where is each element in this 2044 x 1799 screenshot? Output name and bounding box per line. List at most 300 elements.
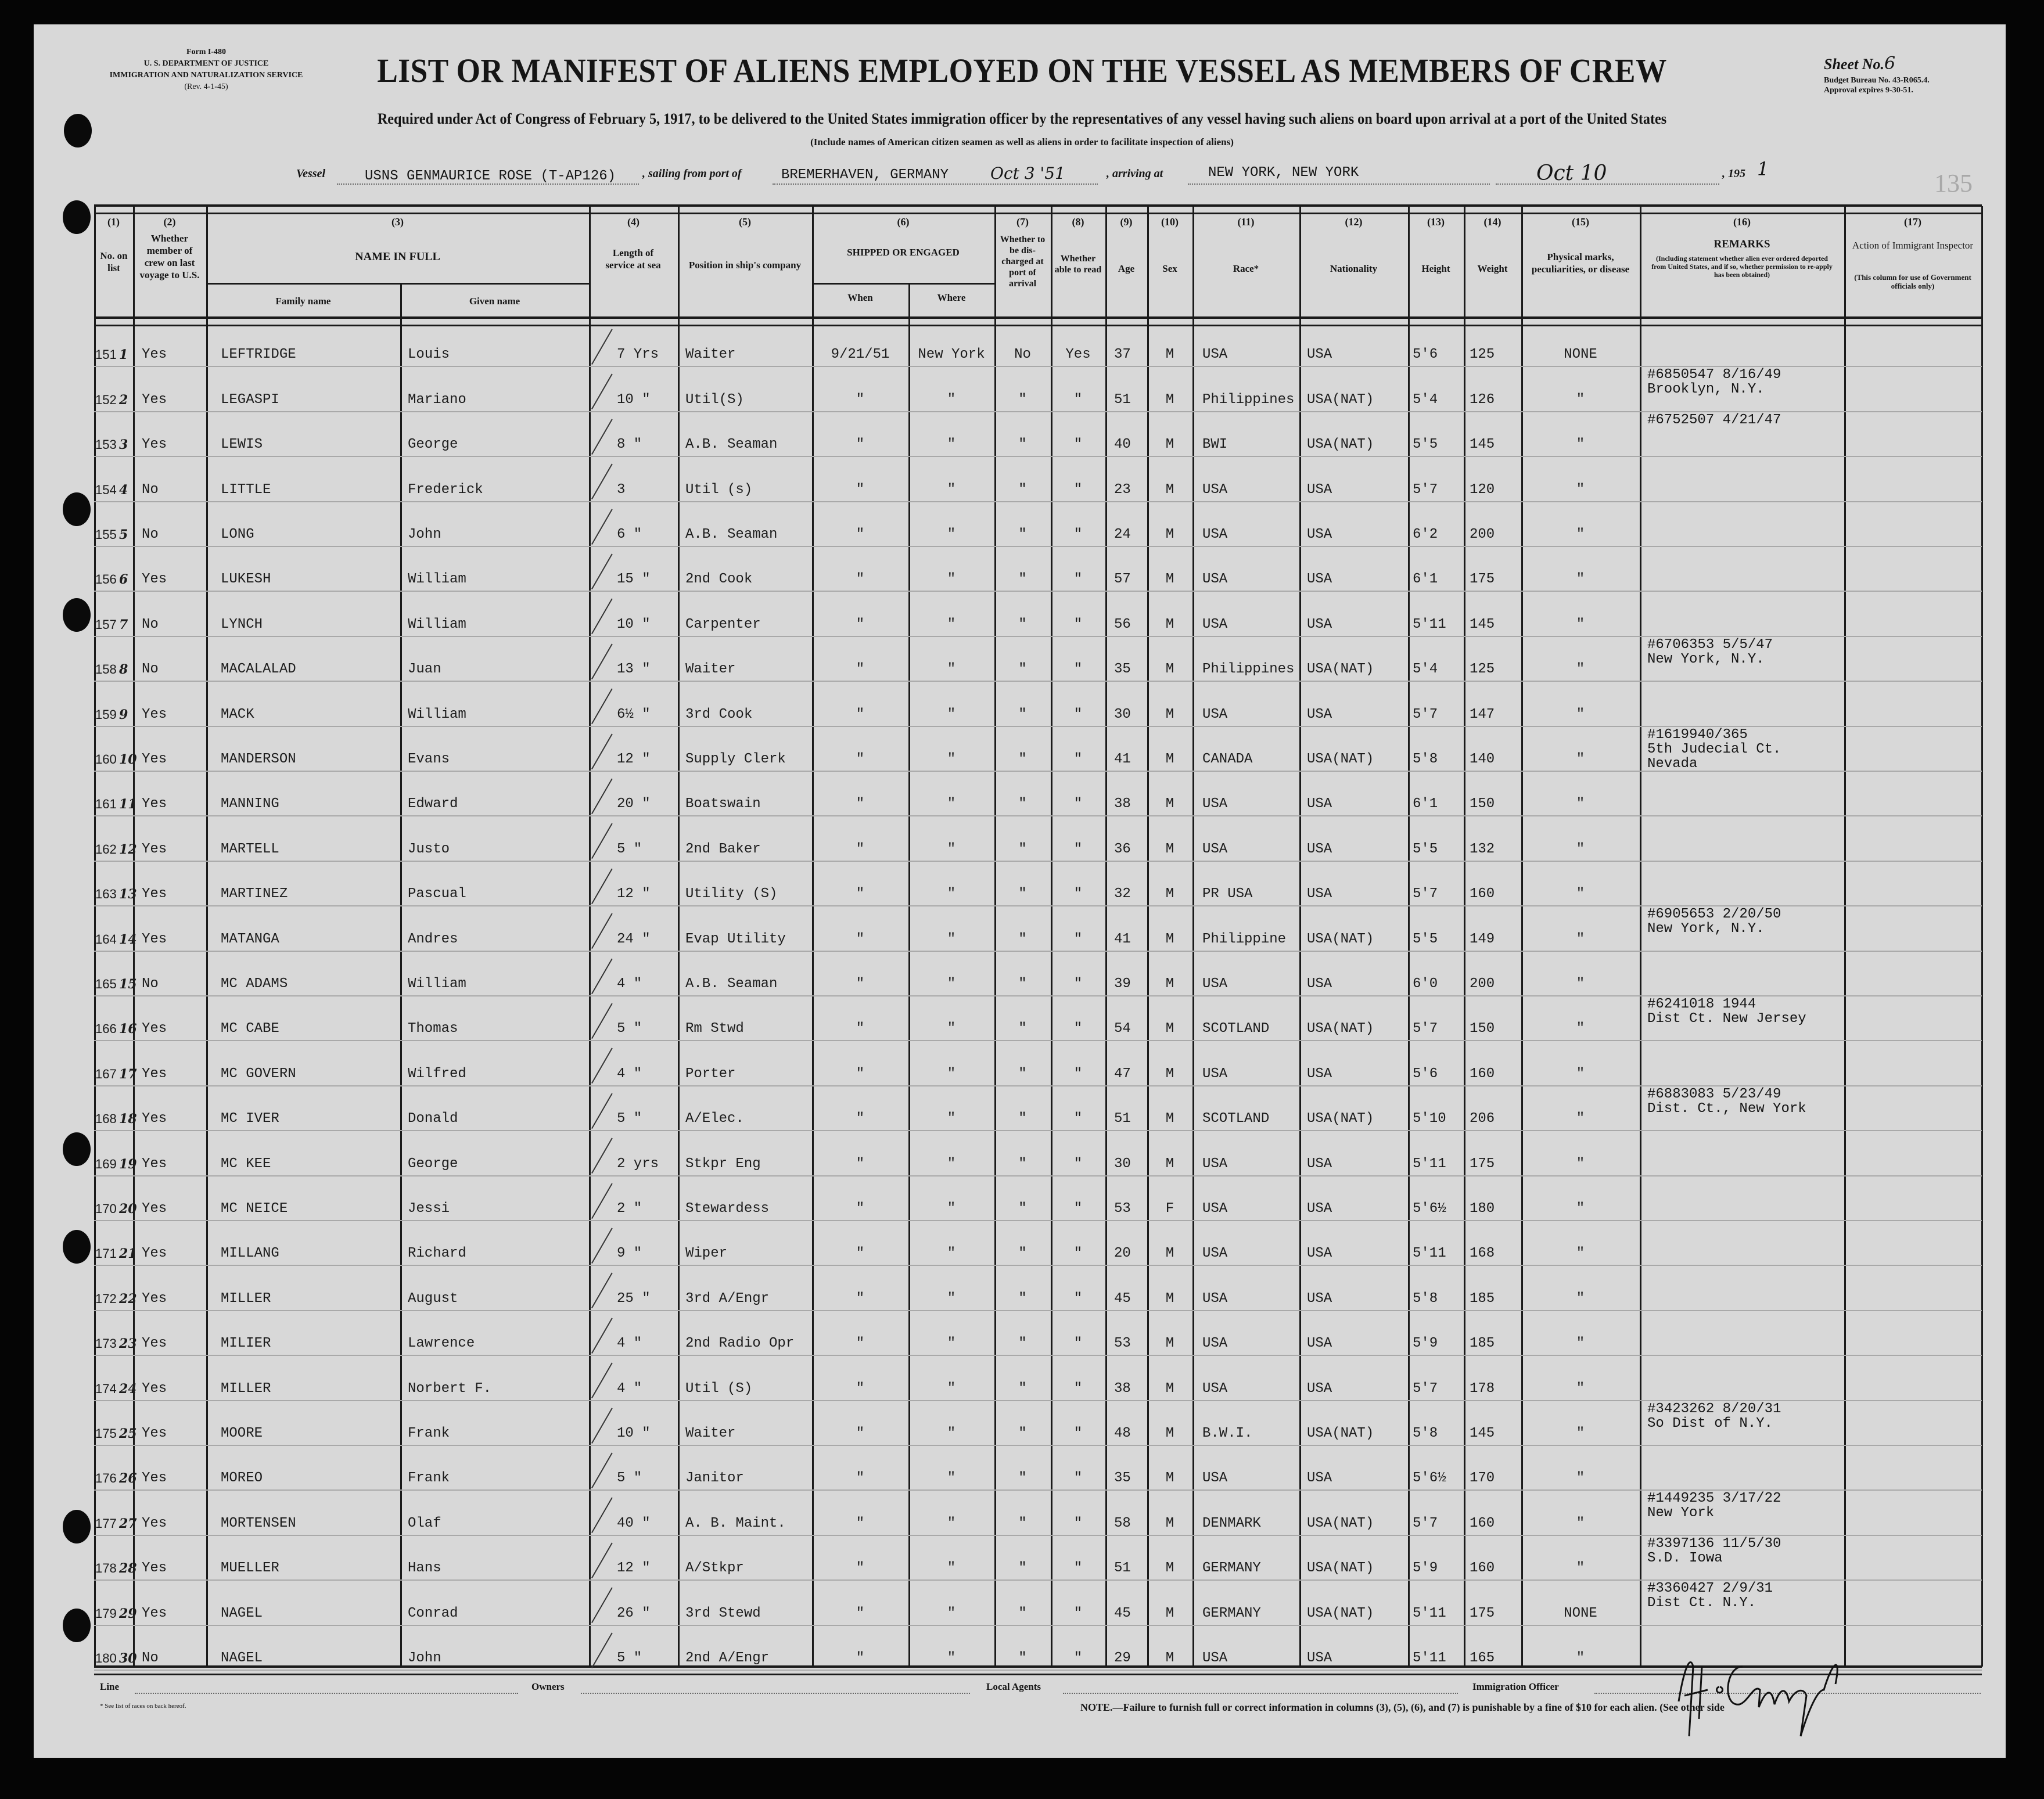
punch-hole [63, 1132, 91, 1166]
nationality-cell: USA [1307, 1066, 1332, 1082]
remarks-line: #1449235 3/17/22 [1647, 1491, 1781, 1507]
table-row [94, 952, 1982, 996]
col3-number: (3) [391, 216, 404, 228]
service-length-cell: 15 " [617, 571, 651, 588]
shipped-when-cell: " [856, 526, 865, 542]
physical-marks-cell: " [1576, 931, 1585, 947]
table-row [94, 1086, 1982, 1131]
sex-cell: M [1165, 347, 1174, 363]
able-to-read-cell: " [1073, 1290, 1083, 1307]
sex-cell: M [1165, 391, 1174, 408]
position-cell: Carpenter [685, 616, 761, 632]
renumber-mark: 12 [119, 841, 137, 857]
remarks-line: New York, N.Y. [1647, 921, 1765, 937]
given-name-cell: Norbert F. [408, 1380, 492, 1397]
renumber-mark: 9 [119, 707, 128, 722]
physical-marks-cell: " [1576, 1650, 1585, 1666]
renumber-mark: 30 [119, 1650, 137, 1666]
height-cell: 5'5 [1413, 841, 1438, 857]
check-slash-mark [591, 1183, 613, 1219]
discharged-cell: " [1018, 1380, 1027, 1397]
physical-marks-cell: " [1576, 976, 1585, 992]
nationality-cell: USA [1307, 841, 1332, 857]
service-length-cell: 12 " [617, 1560, 651, 1577]
physical-marks-cell: " [1576, 1021, 1585, 1037]
family-name-cell: MC IVER [221, 1111, 279, 1127]
height-cell: 5'7 [1413, 886, 1438, 902]
sex-cell: M [1165, 1560, 1174, 1577]
given-name-cell: George [408, 437, 458, 453]
age-cell: 36 [1114, 841, 1131, 857]
col16-header: REMARKS [1713, 238, 1770, 250]
discharged-cell: " [1018, 841, 1027, 857]
table-row [94, 547, 1982, 592]
shipped-where-cell: " [947, 1066, 956, 1082]
check-slash-mark [591, 329, 613, 365]
height-cell: 5'11 [1413, 1605, 1446, 1621]
table-row [94, 1356, 1982, 1401]
family-name-cell: LITTLE [221, 481, 271, 498]
sex-cell: M [1165, 1066, 1174, 1082]
height-cell: 5'7 [1413, 1021, 1438, 1037]
position-cell: Boatswain [685, 796, 761, 812]
col8-number: (8) [1072, 216, 1084, 228]
height-cell: 5'4 [1413, 661, 1438, 678]
service-length-cell: 4 " [617, 1380, 642, 1397]
shipped-when-cell: " [856, 661, 865, 678]
col12-header: Nationality [1330, 263, 1378, 274]
service-length-cell: 10 " [617, 391, 651, 408]
table-row [94, 996, 1982, 1041]
row-number: 159 [95, 707, 117, 722]
renumber-mark: 16 [119, 1021, 137, 1037]
family-name-cell: MC ADAMS [221, 976, 288, 992]
renumber-mark: 28 [119, 1561, 137, 1577]
able-to-read-cell: Yes [1065, 347, 1091, 363]
position-cell: Porter [685, 1066, 736, 1082]
table-row [94, 1311, 1982, 1356]
port-from: BREMERHAVEN, GERMANY [781, 167, 949, 183]
line-label: Line [100, 1681, 120, 1692]
race-cell: USA [1202, 976, 1228, 992]
col15-header: Physical marks, peculiarities, or disease [1531, 251, 1630, 275]
able-to-read-cell: " [1073, 661, 1083, 678]
form-number: Form I-480 [186, 48, 227, 56]
include-statement: (Include names of American citizen seamen as well as aliens in order to facilitate inspection of aliens) [810, 136, 1234, 147]
race-cell: USA [1202, 571, 1228, 588]
position-cell: Waiter [685, 661, 736, 678]
physical-marks-cell: " [1576, 391, 1585, 408]
row-number: 160 [95, 751, 117, 767]
family-name-cell: LONG [221, 526, 254, 542]
race-footnote: * See list of races on back hereof. [100, 1703, 186, 1710]
nationality-cell: USA(NAT) [1307, 1605, 1374, 1621]
able-to-read-cell: " [1073, 437, 1083, 453]
renumber-mark: 2 [119, 392, 128, 408]
col17-number: (17) [1904, 216, 1921, 228]
given-name-cell: Wilfred [408, 1066, 466, 1082]
discharged-cell: " [1018, 1470, 1027, 1487]
sex-cell: M [1165, 1425, 1174, 1441]
shipped-subheader-rule [812, 283, 994, 285]
check-slash-mark [591, 509, 613, 545]
height-cell: 5'9 [1413, 1560, 1438, 1577]
check-slash-mark [591, 733, 613, 769]
age-cell: 29 [1114, 1650, 1131, 1666]
renumber-mark: 10 [119, 751, 137, 767]
shipped-when-cell: " [856, 1515, 865, 1531]
weight-cell: 120 [1470, 481, 1495, 498]
age-cell: 53 [1114, 1200, 1131, 1217]
weight-cell: 185 [1470, 1336, 1495, 1352]
weight-cell: 185 [1470, 1290, 1495, 1307]
service-length-cell: 40 " [617, 1515, 651, 1531]
nationality-cell: USA [1307, 796, 1332, 812]
sailing-date: Oct 3 '51 [990, 164, 1065, 183]
given-name-cell: John [408, 526, 441, 542]
check-slash-mark [591, 1498, 613, 1534]
shipped-when-cell: " [856, 1021, 865, 1037]
check-slash-mark [591, 689, 613, 725]
able-to-read-cell: " [1073, 1021, 1083, 1037]
col17-subheader: (This column for use of Government officials only) [1854, 273, 1971, 290]
weight-cell: 145 [1470, 616, 1495, 632]
service-name: IMMIGRATION AND NATURALIZATION SERVICE [109, 71, 303, 80]
nationality-cell: USA [1307, 886, 1332, 902]
able-to-read-cell: " [1073, 1605, 1083, 1621]
service-length-cell: 8 " [617, 437, 642, 453]
row-number: 154 [95, 482, 117, 497]
position-cell: 3rd Cook [685, 706, 753, 722]
col1-header: No. on list [100, 250, 128, 274]
age-cell: 54 [1114, 1021, 1131, 1037]
given-name-cell: William [408, 706, 466, 722]
weight-cell: 160 [1470, 1560, 1495, 1577]
physical-marks-cell: " [1576, 571, 1585, 588]
renumber-mark: 23 [119, 1336, 137, 1352]
row-number: 168 [95, 1111, 117, 1127]
age-cell: 41 [1114, 931, 1131, 947]
family-name-cell: MACK [221, 706, 254, 722]
height-cell: 6'2 [1413, 526, 1438, 542]
discharged-cell: " [1018, 1156, 1027, 1172]
punch-hole [63, 1609, 91, 1642]
shipped-when-cell: " [856, 1380, 865, 1397]
service-length-cell: 2 " [617, 1200, 642, 1217]
given-name-cell: William [408, 976, 466, 992]
family-name-cell: MOORE [221, 1425, 263, 1441]
shipped-where-cell: New York [918, 347, 985, 363]
nationality-cell: USA [1307, 1470, 1332, 1487]
shipped-where-cell: " [947, 706, 956, 722]
last-voyage-cell: No [142, 526, 159, 542]
col15-number: (15) [1572, 216, 1589, 228]
shipped-where-cell: " [947, 1021, 956, 1037]
height-cell: 6'1 [1413, 571, 1438, 588]
punch-hole [63, 1510, 91, 1543]
last-voyage-cell: Yes [142, 796, 167, 812]
col3-header: NAME IN FULL [355, 250, 440, 263]
race-cell: CANADA [1202, 751, 1253, 767]
table-row [94, 1041, 1982, 1086]
col17-header: Action of Immigrant Inspector [1852, 240, 1974, 251]
table-row [94, 637, 1982, 682]
check-slash-mark [591, 599, 613, 635]
row-number: 167 [95, 1066, 117, 1081]
last-voyage-cell: Yes [142, 931, 167, 947]
row-number: 166 [95, 1021, 117, 1037]
weight-cell: 200 [1470, 976, 1495, 992]
race-cell: USA [1202, 481, 1228, 498]
check-slash-mark [591, 1632, 613, 1668]
service-length-cell: 6½ " [617, 706, 651, 722]
shipped-when-cell: " [856, 1200, 865, 1217]
service-length-cell: 4 " [617, 976, 642, 992]
nationality-cell: USA(NAT) [1307, 437, 1374, 453]
shipped-where-cell: " [947, 616, 956, 632]
able-to-read-cell: " [1073, 1425, 1083, 1441]
family-name-cell: MORTENSEN [221, 1515, 296, 1531]
height-cell: 5'8 [1413, 1290, 1438, 1307]
position-cell: A/Stkpr [685, 1560, 744, 1577]
check-slash-mark [591, 1138, 613, 1174]
remarks-line: #3360427 2/9/31 [1647, 1581, 1773, 1597]
service-length-cell: 20 " [617, 796, 651, 812]
shipped-when-cell: " [856, 1650, 865, 1666]
physical-marks-cell: " [1576, 437, 1585, 453]
row-number: 169 [95, 1156, 117, 1171]
race-cell: BWI [1202, 437, 1228, 453]
revision: (Rev. 4-1-45) [184, 82, 228, 91]
row-number: 151 [95, 347, 117, 362]
nationality-cell: USA [1307, 976, 1332, 992]
height-cell: 5'7 [1413, 481, 1438, 498]
service-length-cell: 12 " [617, 886, 651, 902]
given-name-cell: Hans [408, 1560, 441, 1577]
position-cell: 3rd A/Engr [685, 1290, 770, 1307]
shipped-when-cell: " [856, 1605, 865, 1621]
given-name-cell: Conrad [408, 1605, 458, 1621]
physical-marks-cell: " [1576, 1200, 1585, 1217]
nationality-cell: USA(NAT) [1307, 661, 1374, 678]
shipped-when-cell: " [856, 481, 865, 498]
shipped-when-cell: " [856, 1425, 865, 1441]
sex-cell: M [1165, 1336, 1174, 1352]
service-length-cell: 9 " [617, 1246, 642, 1262]
shipped-where-cell: " [947, 1246, 956, 1262]
row-number: 180 [95, 1650, 117, 1665]
remarks-line: #3397136 11/5/30 [1647, 1535, 1781, 1552]
discharged-cell: " [1018, 391, 1027, 408]
shipped-where-cell: " [947, 1380, 956, 1397]
when-header: When [847, 292, 873, 303]
race-cell: USA [1202, 616, 1228, 632]
able-to-read-cell: " [1073, 1156, 1083, 1172]
service-length-cell: 4 " [617, 1066, 642, 1082]
given-name-cell: John [408, 1650, 441, 1666]
table-row [94, 322, 1982, 367]
discharged-cell: " [1018, 526, 1027, 542]
sex-cell: M [1165, 751, 1174, 767]
height-cell: 5'9 [1413, 1336, 1438, 1352]
check-slash-mark [591, 868, 613, 904]
col13-header: Height [1421, 263, 1450, 274]
last-voyage-cell: No [142, 976, 159, 992]
remarks-line: #6883083 5/23/49 [1647, 1086, 1781, 1102]
arriving-label: , arriving at [1107, 167, 1163, 180]
discharged-cell: " [1018, 1605, 1027, 1621]
age-cell: 40 [1114, 437, 1131, 453]
last-voyage-cell: Yes [142, 347, 167, 363]
col2-number: (2) [163, 216, 176, 228]
position-cell: Rm Stwd [685, 1021, 744, 1037]
discharged-cell: " [1018, 796, 1027, 812]
renumber-mark: 18 [119, 1111, 137, 1127]
last-voyage-cell: Yes [142, 886, 167, 902]
service-length-cell: 10 " [617, 1425, 651, 1441]
sex-cell: M [1165, 616, 1174, 632]
able-to-read-cell: " [1073, 1111, 1083, 1127]
race-cell: Philippines [1202, 661, 1295, 678]
sex-cell: F [1165, 1200, 1174, 1217]
service-length-cell: 3 [617, 481, 626, 498]
able-to-read-cell: " [1073, 886, 1083, 902]
able-to-read-cell: " [1073, 1336, 1083, 1352]
renumber-mark: 26 [119, 1471, 137, 1487]
last-voyage-cell: Yes [142, 1200, 167, 1217]
family-name-cell: MANDERSON [221, 751, 296, 767]
weight-cell: 150 [1470, 796, 1495, 812]
position-cell: Waiter [685, 347, 736, 363]
remarks-line: #3423262 8/20/31 [1647, 1401, 1781, 1417]
sex-cell: M [1165, 526, 1174, 542]
discharged-cell: " [1018, 706, 1027, 722]
weight-cell: 126 [1470, 391, 1495, 408]
renumber-mark: 13 [119, 887, 137, 902]
renumber-mark: 25 [119, 1426, 137, 1441]
age-cell: 45 [1114, 1605, 1131, 1621]
physical-marks-cell: " [1576, 1425, 1585, 1441]
physical-marks-cell: " [1576, 1470, 1585, 1487]
shipped-when-cell: " [856, 1156, 865, 1172]
family-name-cell: MC GOVERN [221, 1066, 296, 1082]
family-name-cell: MARTELL [221, 841, 279, 857]
position-cell: 2nd A/Engr [685, 1650, 770, 1666]
shipped-where-cell: " [947, 1560, 956, 1577]
family-name-cell: MATANGA [221, 931, 279, 947]
nationality-cell: USA [1307, 481, 1332, 498]
sex-cell: M [1165, 1246, 1174, 1262]
col1-number: (1) [107, 216, 120, 228]
col6-header: SHIPPED OR ENGAGED [847, 247, 960, 258]
punch-hole [63, 598, 91, 632]
nationality-cell: USA [1307, 571, 1332, 588]
shipped-where-cell: " [947, 1425, 956, 1441]
vessel-name: USNS GENMAURICE ROSE (T-AP126) [365, 168, 616, 184]
position-cell: A. B. Maint. [685, 1515, 786, 1531]
discharged-cell: " [1018, 931, 1027, 947]
position-cell: Util (S) [685, 1380, 753, 1397]
family-name-cell: LEFTRIDGE [221, 347, 296, 363]
table-row [94, 592, 1982, 636]
row-number: 171 [95, 1246, 117, 1261]
renumber-mark: 7 [119, 617, 128, 632]
sex-cell: M [1165, 1111, 1174, 1127]
weight-cell: 150 [1470, 1021, 1495, 1037]
last-voyage-cell: No [142, 1650, 159, 1666]
shipped-when-cell: " [856, 841, 865, 857]
family-name-cell: MUELLER [221, 1560, 279, 1577]
col5-number: (5) [739, 216, 751, 228]
family-name-cell: MARTINEZ [221, 886, 288, 902]
shipped-when-cell: " [856, 1290, 865, 1307]
sex-cell: M [1165, 481, 1174, 498]
family-name-cell: MC KEE [221, 1156, 271, 1172]
race-cell: Philippines [1202, 391, 1295, 408]
age-cell: 32 [1114, 886, 1131, 902]
weight-cell: 160 [1470, 1515, 1495, 1531]
page-title: LIST OR MANIFEST OF ALIENS EMPLOYED ON THE VESSEL AS MEMBERS OF CREW [377, 52, 1667, 89]
race-cell: USA [1202, 1470, 1228, 1487]
remarks-line: #6241018 1944 [1647, 996, 1756, 1012]
position-cell: A.B. Seaman [685, 526, 778, 542]
given-name-cell: William [408, 616, 466, 632]
position-cell: 2nd Cook [685, 571, 753, 588]
last-voyage-cell: Yes [142, 1515, 167, 1531]
height-cell: 5'8 [1413, 751, 1438, 767]
nationality-cell: USA [1307, 1290, 1332, 1307]
height-cell: 5'11 [1413, 1156, 1446, 1172]
position-cell: Util(S) [685, 391, 744, 408]
given-name-cell: Juan [408, 661, 441, 678]
officer-signature [1667, 1632, 1876, 1748]
remarks-line: New York [1647, 1505, 1715, 1521]
given-name-cell: August [408, 1290, 458, 1307]
last-voyage-cell: Yes [142, 1425, 167, 1441]
given-name-cell: Andres [408, 931, 458, 947]
physical-marks-cell: " [1576, 1111, 1585, 1127]
height-cell: 5'4 [1413, 391, 1438, 408]
sheet-value: 6 [1884, 53, 1896, 74]
race-cell: B.W.I. [1202, 1425, 1253, 1441]
sex-cell: M [1165, 841, 1174, 857]
last-voyage-cell: No [142, 661, 159, 678]
physical-marks-cell: " [1576, 1515, 1585, 1531]
table-row [94, 502, 1982, 547]
family-name-cell: MILIER [221, 1336, 271, 1352]
last-voyage-cell: No [142, 481, 159, 498]
row-number: 163 [95, 887, 117, 902]
last-voyage-cell: Yes [142, 437, 167, 453]
given-name-cell: Edward [408, 796, 458, 812]
able-to-read-cell: " [1073, 706, 1083, 722]
position-cell: Utility (S) [685, 886, 778, 902]
given-name-cell: Lawrence [408, 1336, 475, 1352]
race-cell: SCOTLAND [1202, 1021, 1270, 1037]
last-voyage-cell: Yes [142, 1470, 167, 1487]
col11-header: Race* [1233, 263, 1259, 274]
col14-header: Weight [1477, 263, 1508, 274]
position-cell: Janitor [685, 1470, 744, 1487]
table-row [94, 682, 1982, 726]
check-slash-mark [591, 643, 613, 679]
table-row [94, 1221, 1982, 1266]
last-voyage-cell: Yes [142, 391, 167, 408]
shipped-when-cell: " [856, 1066, 865, 1082]
row-number: 170 [95, 1201, 117, 1216]
table-row [94, 1446, 1982, 1491]
service-length-cell: 25 " [617, 1290, 651, 1307]
